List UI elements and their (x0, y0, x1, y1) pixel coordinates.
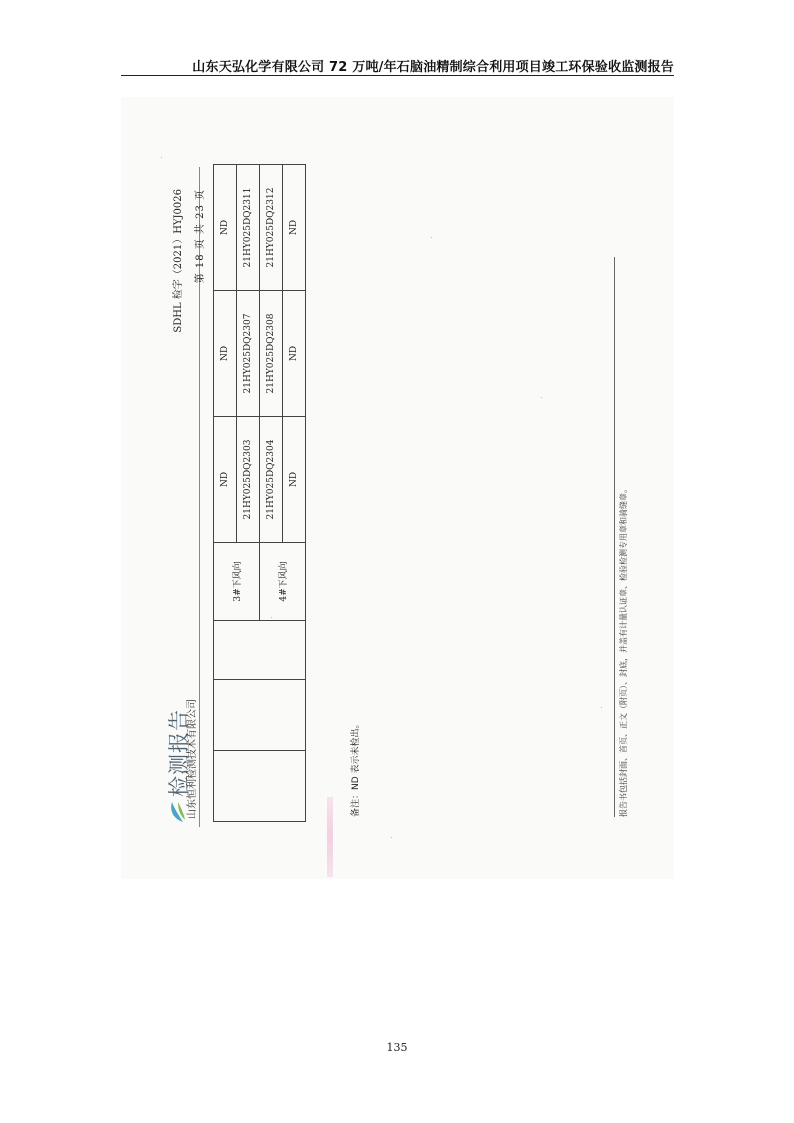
logo-text: 检测报告 (167, 709, 191, 797)
footer-note: 报告书包括封面、首页、正文（附页）、封底，并盖有计量认证章、检验检测专用章和骑缝章。 (619, 485, 628, 817)
result-cell: ND (283, 165, 306, 291)
sample-id: 21HY025DQ2303 (237, 417, 260, 543)
table-cell (214, 751, 306, 822)
running-header: 山东天弘化学有限公司 72 万吨/年石脑油精制综合利用项目竣工环保验收监测报告 (192, 60, 674, 75)
table-cell (214, 680, 306, 751)
result-cell: ND (214, 417, 237, 543)
sample-id: 21HY025DQ2312 (260, 165, 283, 291)
footer-rule (614, 257, 615, 817)
table-note: 备注：ND 表示未检出。 (351, 719, 361, 817)
page-count: 第 18 页 共 23 页 (195, 189, 206, 284)
result-cell: ND (214, 291, 237, 417)
sample-id: 21HY025DQ2311 (237, 165, 260, 291)
page-number: 135 (386, 1041, 408, 1054)
result-cell: ND (283, 291, 306, 417)
rotated-report-page (121, 97, 674, 879)
scanned-page (121, 97, 674, 879)
report-number: SDHL 检字（2021）HYJ0026 (173, 189, 184, 333)
company-name: 山东恒利检测技术有限公司 (187, 699, 198, 819)
header-rule (121, 75, 674, 76)
result-cell: ND (214, 165, 237, 291)
results-table (213, 164, 306, 822)
sample-id: 21HY025DQ2308 (260, 291, 283, 417)
sample-id: 21HY025DQ2304 (260, 417, 283, 543)
monitoring-point: 4#下风向 (260, 543, 306, 621)
monitoring-point: 3#下风向 (214, 543, 260, 621)
result-cell: ND (283, 417, 306, 543)
table-row (214, 165, 237, 822)
table-cell (214, 621, 306, 680)
sample-id: 21HY025DQ2307 (237, 291, 260, 417)
